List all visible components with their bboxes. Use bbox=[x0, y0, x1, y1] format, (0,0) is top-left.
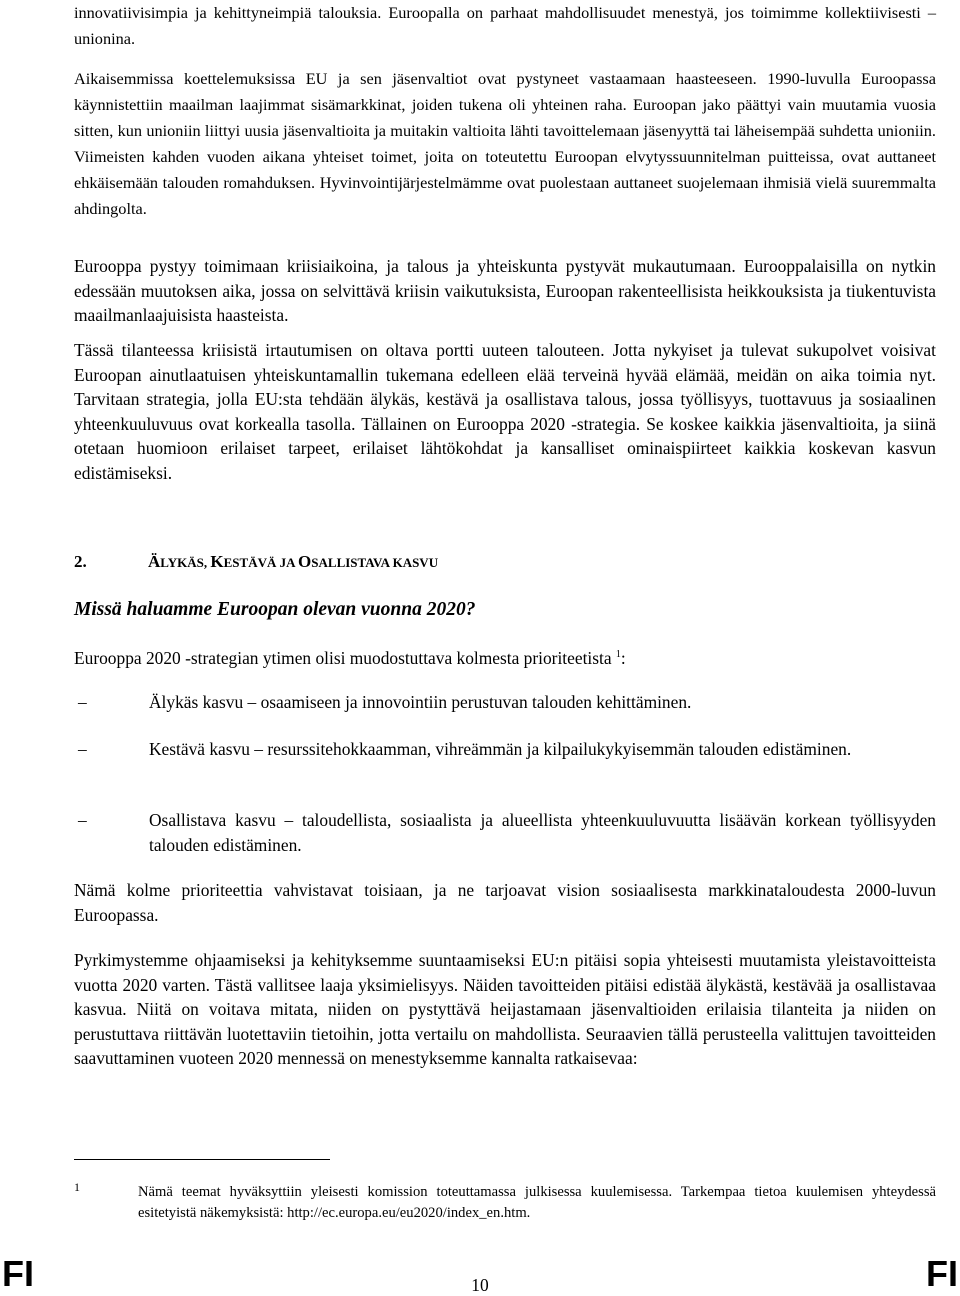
section-title-part: K bbox=[210, 552, 224, 571]
language-code-right: FI bbox=[926, 1253, 958, 1294]
section-number: 2. bbox=[74, 552, 87, 571]
dash-marker: – bbox=[78, 810, 87, 830]
section-title-part: Ä bbox=[148, 552, 161, 571]
footnote-number: 1 bbox=[74, 1180, 80, 1194]
dash-marker: – bbox=[78, 739, 87, 759]
section-title-part: O bbox=[298, 552, 312, 571]
footnote-text: Nämä teemat hyväksyttiin yleisesti komission toteuttamassa julkisessa kuulemisessa. Tarkempaa tietoa kuulemisen yhteydessä esitetyistä näkemyksistä: http://ec.europa.eu/eu2020/index_en.htm. bbox=[138, 1184, 936, 1221]
paragraph-crisis-response: Eurooppa pystyy toimimaan kriisiaikoina, ja talous ja yhteiskunta pystyvät mukautumaan. Eurooppalaisilla on nytkin edessään muutoksen aika, jossa on selvittävä kriisin vaikutuksista, Euroopan rakenteellisista heikkouksista ja tiukentuvista maailmanlaajuisista haasteista. bbox=[74, 256, 936, 326]
paragraph-headline-targets: Pyrkimystemme ohjaamiseksi ja kehityksemme suuntaamiseksi EU:n pitäisi sopia yhteisesti muutamista yleistavoitteista vuotta 2020 varten. Tästä vallitsee laaja yksimielisyys. Näiden tavoitteiden pitäisi edistää älykästä, kestävää ja osallistavaa kasvua. Niitä on voitava mitata, niiden on pystyttävä heijastamaan jäsenvaltioiden erilaisia tilanteita ja niiden on perustuttava riittävän luotettaviin tietoihin, jotta vertailu on mahdollista. Seuraavien tällä perusteella valittujen tavoitteiden saavuttaminen vuoteen 2020 mennessä on menestyksemme kannalta ratkaisevaa: bbox=[74, 950, 936, 1069]
section-subtitle: Missä haluamme Euroopan olevan vuonna 2020? bbox=[74, 599, 476, 620]
footnote-reference[interactable]: 1 bbox=[615, 649, 621, 661]
language-code-left: FI bbox=[2, 1253, 34, 1294]
list-item-text: Kestävä kasvu – resurssitehokkaamman, vihreämmän ja kilpailukykyisemmän talouden edistäminen. bbox=[149, 739, 852, 759]
paragraph-priorities-summary: Nämä kolme prioriteettia vahvistavat toisiaan, ja ne tarjoavat vision sosiaalisesta markkinataloudesta 2000-luvun Euroopassa. bbox=[74, 880, 936, 925]
section-title-part: ESTÄVÄ JA bbox=[223, 555, 299, 570]
priorities-intro-end: : bbox=[620, 648, 626, 668]
page-number: 10 bbox=[471, 1275, 489, 1295]
section-title-part: LYKÄS, bbox=[160, 555, 211, 570]
list-item bbox=[74, 690, 936, 715]
list-item bbox=[74, 808, 936, 857]
paragraph-past-challenges: Aikaisemmissa koettelemuksissa EU ja sen jäsenvaltiot ovat pystyneet vastaamaan haasteeseen. 1990-luvulla Euroopassa käynnistettiin maailman laajimmat sisämarkkinat, joiden tukena oli yhteinen raha. Euroopan jako päättyi vain muutamia vuosia sitten, kun unioniin liittyi uusia jäsenvaltioita ja muitakin valtioita lähti tavoittelemaan jäsenyyttä tai läheisempää suhdetta unioniin. Viimeisten kahden vuoden aikana yhteiset toimet, joita on toteutettu Euroopan elvytyssuunnitelman puitteissa, ovat auttaneet ehkäisemään talouden romahduksen. Hyvinvointijärjestelmämme ovat puolestaan auttaneet suojelemaan ihmisiä vielä suuremmalta ahdingolta. bbox=[74, 69, 936, 218]
dash-marker: – bbox=[78, 692, 87, 712]
section-heading bbox=[74, 552, 438, 572]
list-item-text: Älykäs kasvu – osaamiseen ja innovointiin perustuvan talouden kehittäminen. bbox=[149, 692, 692, 712]
footnote-separator bbox=[74, 1159, 330, 1160]
list-item-text: Osallistava kasvu – taloudellista, sosiaalista ja alueellista yhteenkuuluvuutta lisäävän korkean työllisyyden talouden edistäminen. bbox=[149, 810, 936, 855]
paragraph-new-economy: Tässä tilanteessa kriisistä irtautumisen on oltava portti uuteen talouteen. Jotta nykyiset ja tulevat sukupolvet voisivat Euroopan ainutlaatuisen yhteiskuntamallin tukemana edelleen elää terveinä hyvää elämää, meidän on aika toimia nyt. Tarvitaan strategia, jolla EU:sta tehdään älykäs, kestävä ja osallistava talous, jossa työllisyys, tuottavuus ja sosiaalinen yhteenkuuluvuus ovat korkealla tasolla. Tällainen on Eurooppa 2020 -strategia. Se koskee kaikkia jäsenvaltioita, ja siinä otetaan huomioon erilaiset tarpeet, erilaiset lähtökohdat ja kansalliset ominaispiirteet kaikkia koskevan kasvun edistämiseksi. bbox=[74, 340, 936, 483]
section-title-part: SALLISTAVA KASVU bbox=[311, 555, 439, 570]
paragraph-intro-continued: innovatiivisimpia ja kehittyneimpiä talouksia. Euroopalla on parhaat mahdollisuudet menestyä, jos toimimme kollektiivisesti – unionina. bbox=[74, 3, 936, 48]
list-item bbox=[74, 737, 936, 762]
priorities-intro bbox=[74, 646, 936, 671]
priorities-intro-text: Eurooppa 2020 -strategian ytimen olisi muodostuttava kolmesta prioriteetista bbox=[74, 648, 612, 668]
